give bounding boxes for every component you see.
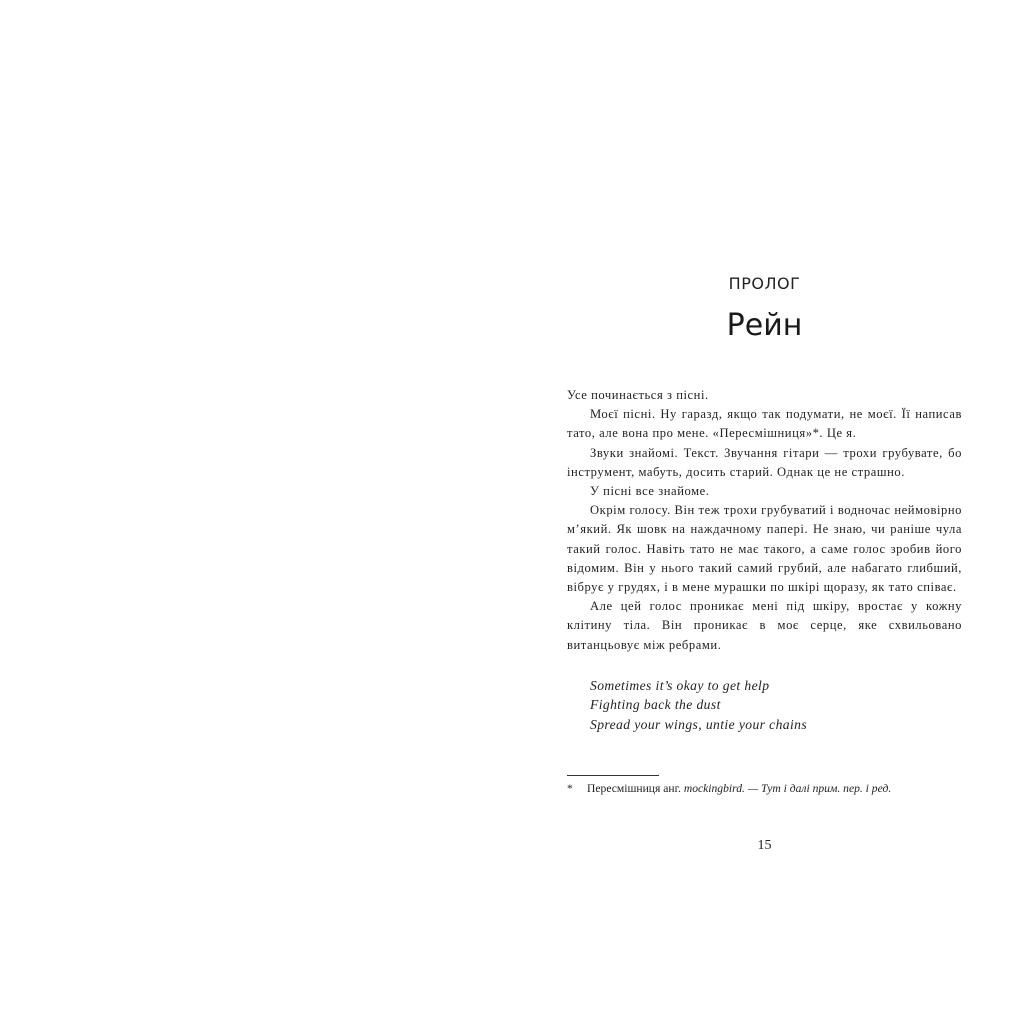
chapter-title: Рейн — [726, 308, 803, 343]
page-number: 15 — [757, 838, 772, 853]
footnote-note: . — Тут і далі прим. пер. і ред. — [742, 782, 892, 795]
lyric-line: Sometimes it’s okay to get help — [590, 677, 770, 693]
chapter-body — [567, 386, 962, 735]
footnote-word: mockingbird — [683, 782, 743, 795]
lyric-line: Spread your wings, untie your chains — [590, 717, 808, 733]
footnote-divider — [567, 775, 659, 776]
lyric-line: Fighting back the dust — [590, 697, 721, 713]
paragraph: Звуки знайомі. Текст. Звучання гітари — трохи грубувате, бо інструмент, мабуть, досить старий. Однак це не страшно. — [567, 445, 962, 479]
paragraph: Усе починається з пісні. — [567, 388, 709, 402]
chapter-label: ПРОЛОГ — [728, 274, 801, 293]
song-lyrics — [590, 676, 962, 735]
paragraph: Але цей голос проникає мені під шкіру, вростає у кожну клітину тіла. Він проникає в моє серце, яке схвильовано витанцьовує між ребрами. — [567, 599, 962, 652]
paragraph: У пісні все знайоме. — [590, 484, 710, 499]
footnote-text: Пересмішниця анг. — [587, 782, 684, 795]
paragraph: Моєї пісні. Ну гаразд, якщо так подумати, не моєї. Її написав тато, але вона про мене. «Пересмішниця»*. Це я. — [567, 407, 962, 441]
footnote — [567, 781, 962, 797]
footnote-mark: * — [567, 782, 573, 795]
paragraph: Окрім голосу. Він теж трохи грубуватий і водночас неймовірно м’який. Як шовк на наждачному папері. Не знаю, чи раніше чула такий голос. Навіть тато не має такого, а саме голос зробив його відомим. Він у нього такий самий грубий, але набагато глибший, вібрує у грудях, і в мене мурашки по шкірі щоразу, як тато співає. — [567, 503, 962, 595]
